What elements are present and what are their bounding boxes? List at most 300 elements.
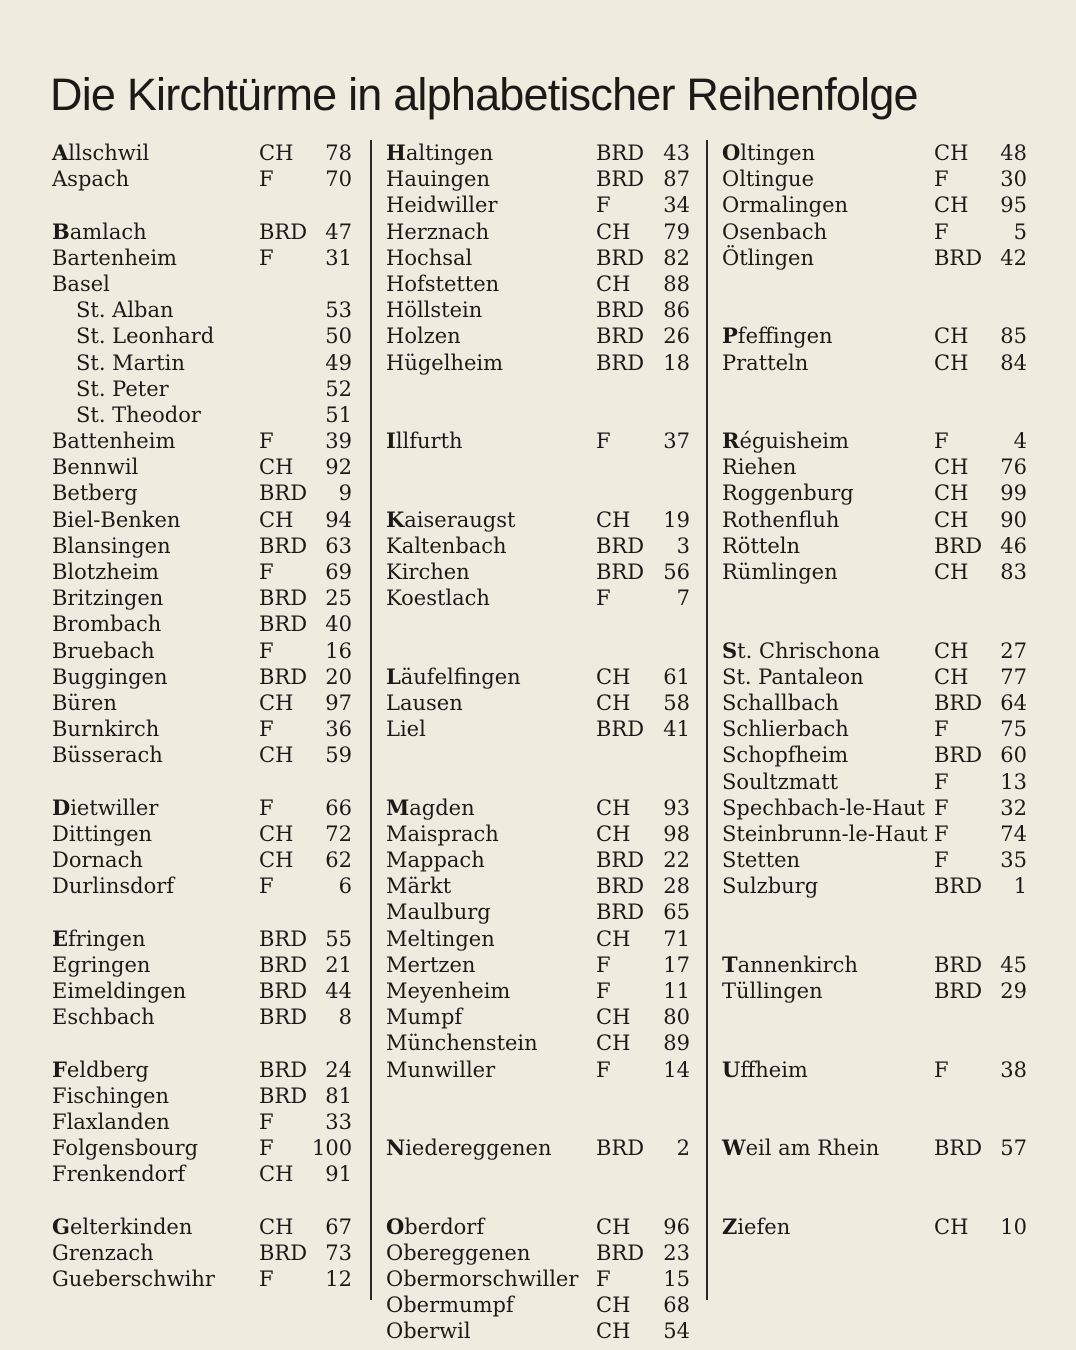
tower-number: 93 <box>663 795 690 820</box>
place-name: Maulburg <box>386 900 491 925</box>
table-row <box>386 507 696 533</box>
place-name: Brombach <box>52 612 162 637</box>
tower-number: 63 <box>325 533 352 558</box>
place-name: Fischingen <box>52 1083 169 1108</box>
country-code: BRD <box>596 324 645 349</box>
place-name: Aspach <box>52 167 130 192</box>
place-name: Hofstetten <box>386 271 500 296</box>
tower-number: 33 <box>325 1109 352 1134</box>
place-name: Schopfheim <box>722 743 849 768</box>
place-name: Folgensbourg <box>52 1136 199 1161</box>
tower-number: 67 <box>325 1214 352 1239</box>
tower-number: 35 <box>1000 848 1027 873</box>
place-name: Battenheim <box>52 429 176 454</box>
column-2 <box>386 140 696 1344</box>
place-name: Kirchen <box>386 560 470 584</box>
table-row <box>386 1135 696 1161</box>
table-row <box>52 1266 362 1292</box>
place-name: Magden <box>386 794 475 820</box>
place-name: Maisprach <box>386 821 499 846</box>
spacer-row <box>386 611 696 637</box>
place-name: Réguisheim <box>722 428 849 454</box>
table-row <box>52 1004 362 1030</box>
country-code: F <box>259 1136 274 1161</box>
table-row <box>722 1135 1032 1161</box>
table-row <box>722 245 1032 271</box>
tower-number: 15 <box>663 1267 690 1292</box>
spacer-row <box>722 585 1032 611</box>
place-name: Lausen <box>386 690 463 715</box>
tower-number: 1 <box>1013 874 1027 899</box>
place-name: Egringen <box>52 952 151 977</box>
tower-number: 20 <box>325 664 352 689</box>
tower-number: 50 <box>325 324 352 349</box>
table-row <box>386 323 696 349</box>
tower-number: 19 <box>663 507 690 532</box>
table-row <box>52 507 362 533</box>
tower-number: 85 <box>1000 324 1027 349</box>
country-code: BRD <box>596 245 645 270</box>
table-row <box>386 690 696 716</box>
country-code: CH <box>934 350 969 375</box>
place-name: Schlierbach <box>722 717 849 742</box>
table-row <box>52 454 362 480</box>
spacer-row <box>722 297 1032 323</box>
tower-number: 6 <box>338 874 352 899</box>
spacer-row <box>722 926 1032 952</box>
place-name: Bennwil <box>52 455 139 480</box>
country-code: BRD <box>934 690 983 715</box>
table-row <box>722 821 1032 847</box>
table-row <box>722 690 1032 716</box>
place-name: Durlinsdorf <box>52 874 175 899</box>
tower-number: 3 <box>676 533 690 558</box>
place-name: Rötteln <box>722 533 801 558</box>
place-name: Obereggenen <box>386 1240 531 1265</box>
country-code: CH <box>596 821 631 846</box>
tower-number: 43 <box>663 141 690 165</box>
country-code: F <box>259 245 274 270</box>
table-row <box>52 716 362 742</box>
table-row <box>52 323 362 349</box>
table-row <box>386 350 696 376</box>
tower-number: 91 <box>325 1162 352 1187</box>
table-row <box>722 873 1032 899</box>
place-name: Blotzheim <box>52 560 159 584</box>
tower-number: 44 <box>325 979 352 1003</box>
tower-number: 58 <box>663 690 690 715</box>
country-code: F <box>259 167 274 192</box>
table-row <box>386 533 696 559</box>
table-row <box>386 795 696 821</box>
place-name: Spechbach-le-Haut <box>722 795 925 820</box>
table-row <box>52 847 362 873</box>
country-code: F <box>259 429 274 454</box>
country-code: CH <box>259 1214 294 1239</box>
table-row <box>52 480 362 506</box>
place-name: St. Pantaleon <box>722 664 864 689</box>
tower-number: 37 <box>663 429 690 454</box>
country-code: CH <box>259 455 294 480</box>
tower-number: 39 <box>325 429 352 454</box>
tower-number: 25 <box>325 586 352 611</box>
place-name: Biel-Benken <box>52 507 181 532</box>
tower-number: 38 <box>1000 1057 1027 1082</box>
place-name: Ziefen <box>722 1213 791 1239</box>
table-row <box>722 742 1032 768</box>
tower-number: 29 <box>1000 979 1027 1003</box>
spacer-row <box>52 899 362 925</box>
place-name: Roggenburg <box>722 481 854 506</box>
country-code: CH <box>934 664 969 689</box>
place-name: Efringen <box>52 925 146 951</box>
table-row <box>52 664 362 690</box>
place-name: Dornach <box>52 848 143 873</box>
country-code: BRD <box>596 167 645 192</box>
place-name: Feldberg <box>52 1056 149 1082</box>
place-name: Oltingue <box>722 167 815 192</box>
column-3 <box>722 140 1032 1305</box>
tower-number: 81 <box>325 1083 352 1108</box>
table-row <box>722 428 1032 454</box>
table-row <box>52 585 362 611</box>
country-code: F <box>596 429 611 454</box>
tower-number: 71 <box>663 926 690 951</box>
tower-number: 9 <box>338 481 352 506</box>
table-row <box>386 297 696 323</box>
place-name: Ötlingen <box>722 245 815 270</box>
country-code: CH <box>934 324 969 349</box>
country-code: F <box>934 795 949 820</box>
tower-number: 34 <box>663 193 690 218</box>
place-name: Haltingen <box>386 140 494 165</box>
place-name: Pratteln <box>722 350 809 375</box>
tower-number: 52 <box>325 376 352 401</box>
table-row <box>722 559 1032 585</box>
table-row <box>722 350 1032 376</box>
table-row <box>722 480 1032 506</box>
country-code: CH <box>596 690 631 715</box>
country-code: BRD <box>259 664 308 689</box>
tower-number: 61 <box>663 664 690 689</box>
tower-number: 79 <box>663 219 690 244</box>
place-name: Burnkirch <box>52 717 160 742</box>
tower-number: 92 <box>325 455 352 480</box>
table-row <box>52 1083 362 1109</box>
country-code: CH <box>596 1293 631 1318</box>
tower-number: 95 <box>1000 193 1027 218</box>
country-code: BRD <box>259 1083 308 1108</box>
place-name: Gelterkinden <box>52 1213 193 1239</box>
country-code: BRD <box>259 952 308 977</box>
country-code: BRD <box>596 298 645 323</box>
country-code: BRD <box>596 560 645 584</box>
table-row <box>386 1030 696 1056</box>
table-row <box>52 402 362 428</box>
place-name: Bamlach <box>52 218 147 244</box>
table-row <box>386 1004 696 1030</box>
country-code: CH <box>934 638 969 663</box>
tower-number: 98 <box>663 821 690 846</box>
country-code: F <box>934 821 949 846</box>
country-code: CH <box>259 743 294 768</box>
table-row <box>52 978 362 1004</box>
place-name: Pfeffingen <box>722 323 833 349</box>
tower-number: 65 <box>663 900 690 925</box>
place-name: Oberwil <box>386 1319 471 1344</box>
country-code: F <box>259 638 274 663</box>
country-code: CH <box>596 219 631 244</box>
table-row <box>52 376 362 402</box>
place-name: Rothenfluh <box>722 507 840 532</box>
table-row <box>52 611 362 637</box>
place-name: Buggingen <box>52 664 168 689</box>
country-code: BRD <box>596 900 645 925</box>
place-name: St. Alban <box>76 298 174 323</box>
tower-number: 66 <box>325 795 352 820</box>
country-code: F <box>596 952 611 977</box>
table-row <box>386 1240 696 1266</box>
table-row <box>52 1109 362 1135</box>
tower-number: 74 <box>1000 821 1027 846</box>
tower-number: 89 <box>663 1031 690 1056</box>
table-row <box>722 1057 1032 1083</box>
place-name: Gueberschwihr <box>52 1267 215 1292</box>
table-row <box>722 454 1032 480</box>
spacer-row <box>722 1004 1032 1030</box>
country-code: F <box>934 769 949 794</box>
spacer-row <box>722 1188 1032 1214</box>
tower-number: 7 <box>676 586 690 611</box>
place-name: Oltingen <box>722 140 816 165</box>
tower-number: 100 <box>312 1136 353 1161</box>
table-row <box>386 192 696 218</box>
table-row <box>52 821 362 847</box>
table-row <box>722 140 1032 166</box>
place-name: Stetten <box>722 848 801 873</box>
tower-number: 97 <box>325 690 352 715</box>
country-code: BRD <box>596 141 645 165</box>
table-row <box>722 978 1032 1004</box>
tower-number: 55 <box>325 926 352 951</box>
table-row <box>52 428 362 454</box>
tower-number: 23 <box>663 1240 690 1265</box>
page-title: Die Kirchtürme in alphabetischer Reihenfolge <box>50 69 918 120</box>
table-row <box>386 1214 696 1240</box>
place-name: Holzen <box>386 324 461 349</box>
table-row <box>52 219 362 245</box>
country-code: BRD <box>934 245 983 270</box>
place-name: Oberdorf <box>386 1213 485 1239</box>
tower-number: 42 <box>1000 245 1027 270</box>
table-row <box>386 952 696 978</box>
place-name: Soultzmatt <box>722 769 839 794</box>
spacer-row <box>722 1161 1032 1187</box>
table-row <box>386 1292 696 1318</box>
table-row <box>52 926 362 952</box>
country-code: CH <box>259 690 294 715</box>
place-name: Kaiseraugst <box>386 506 516 532</box>
country-code: CH <box>259 507 294 532</box>
spacer-row <box>52 192 362 218</box>
place-name: Blansingen <box>52 533 171 558</box>
table-row <box>386 1266 696 1292</box>
place-name: St. Chrischona <box>722 637 881 663</box>
tower-number: 26 <box>663 324 690 349</box>
spacer-row <box>722 899 1032 925</box>
country-code: CH <box>934 1214 969 1239</box>
place-name: Liel <box>386 717 426 742</box>
table-row <box>722 638 1032 664</box>
country-code: CH <box>934 560 969 584</box>
spacer-row <box>386 376 696 402</box>
place-name: Flaxlanden <box>52 1109 170 1134</box>
place-name: Eschbach <box>52 1005 155 1030</box>
place-name: Tüllingen <box>722 979 823 1003</box>
place-name: Basel <box>52 271 110 296</box>
tower-number: 24 <box>325 1057 352 1082</box>
table-row <box>52 166 362 192</box>
table-row <box>722 323 1032 349</box>
place-name: Tannenkirch <box>722 951 858 977</box>
country-code: BRD <box>259 1240 308 1265</box>
spacer-row <box>722 376 1032 402</box>
table-row <box>52 638 362 664</box>
tower-number: 31 <box>325 245 352 270</box>
tower-number: 21 <box>325 952 352 977</box>
country-code: F <box>934 848 949 873</box>
country-code: CH <box>934 481 969 506</box>
tower-number: 86 <box>663 298 690 323</box>
country-code: CH <box>596 271 631 296</box>
country-code: BRD <box>259 586 308 611</box>
place-name: Grenzach <box>52 1240 154 1265</box>
table-row <box>52 873 362 899</box>
country-code: CH <box>934 455 969 480</box>
tower-number: 2 <box>676 1136 690 1161</box>
place-name: Büsserach <box>52 743 163 768</box>
tower-number: 68 <box>663 1293 690 1318</box>
tower-number: 16 <box>325 638 352 663</box>
country-code: F <box>934 219 949 244</box>
place-name: Höllstein <box>386 298 483 323</box>
tower-number: 87 <box>663 167 690 192</box>
country-code: CH <box>934 141 969 165</box>
spacer-row <box>722 1109 1032 1135</box>
place-name: Büren <box>52 690 117 715</box>
table-row <box>386 1057 696 1083</box>
tower-number: 83 <box>1000 560 1027 584</box>
country-code: CH <box>596 507 631 532</box>
country-code: F <box>934 167 949 192</box>
country-code: F <box>259 717 274 742</box>
tower-number: 96 <box>663 1214 690 1239</box>
spacer-row <box>386 480 696 506</box>
spacer-row <box>386 769 696 795</box>
table-row <box>52 1161 362 1187</box>
tower-number: 94 <box>325 507 352 532</box>
tower-number: 59 <box>325 743 352 768</box>
country-code: CH <box>259 141 294 165</box>
place-name: Hauingen <box>386 167 490 192</box>
tower-number: 49 <box>325 350 352 375</box>
place-name: Uffheim <box>722 1056 808 1082</box>
place-name: Rümlingen <box>722 560 838 584</box>
country-code: F <box>934 717 949 742</box>
country-code: F <box>596 979 611 1003</box>
place-name: Niedereggenen <box>386 1135 552 1161</box>
tower-number: 12 <box>325 1267 352 1292</box>
country-code: F <box>934 429 949 454</box>
table-row <box>386 926 696 952</box>
place-name: Märkt <box>386 874 452 899</box>
place-name: Allschwil <box>52 140 150 165</box>
table-row <box>722 664 1032 690</box>
country-code: F <box>259 795 274 820</box>
table-row <box>386 847 696 873</box>
place-name: Weil am Rhein <box>722 1135 880 1161</box>
tower-number: 30 <box>1000 167 1027 192</box>
tower-number: 80 <box>663 1005 690 1030</box>
place-name: Dittingen <box>52 821 153 846</box>
place-name: St. Theodor <box>76 402 201 427</box>
country-code: CH <box>596 926 631 951</box>
country-code: CH <box>259 1162 294 1187</box>
table-row <box>722 769 1032 795</box>
place-name: Mappach <box>386 848 485 873</box>
table-row <box>386 166 696 192</box>
table-row <box>386 873 696 899</box>
tower-number: 75 <box>1000 717 1027 742</box>
tower-number: 48 <box>1000 141 1027 165</box>
tower-number: 28 <box>663 874 690 899</box>
table-row <box>52 1214 362 1240</box>
country-code: BRD <box>596 848 645 873</box>
spacer-row <box>722 271 1032 297</box>
tower-number: 84 <box>1000 350 1027 375</box>
place-name: Läufelfingen <box>386 663 521 689</box>
spacer-row <box>722 402 1032 428</box>
spacer-row <box>52 1188 362 1214</box>
tower-number: 22 <box>663 848 690 873</box>
country-code: BRD <box>596 533 645 558</box>
country-code: CH <box>934 193 969 218</box>
tower-number: 5 <box>1013 219 1027 244</box>
tower-number: 11 <box>663 979 690 1003</box>
spacer-row <box>386 1109 696 1135</box>
tower-number: 32 <box>1000 795 1027 820</box>
spacer-row <box>386 1188 696 1214</box>
table-row <box>386 821 696 847</box>
table-row <box>52 559 362 585</box>
tower-number: 76 <box>1000 455 1027 480</box>
place-name: Bartenheim <box>52 245 177 270</box>
place-name: St. Martin <box>76 350 185 375</box>
place-name: Hochsal <box>386 245 473 270</box>
table-row <box>386 219 696 245</box>
spacer-row <box>722 1030 1032 1056</box>
table-row <box>52 1240 362 1266</box>
place-name: Hügelheim <box>386 350 504 375</box>
table-row <box>52 533 362 559</box>
tower-number: 60 <box>1000 743 1027 768</box>
tower-number: 78 <box>325 141 352 165</box>
table-row <box>52 297 362 323</box>
country-code: BRD <box>259 1057 308 1082</box>
country-code: F <box>259 874 274 899</box>
table-row <box>722 847 1032 873</box>
country-code: F <box>259 1267 274 1292</box>
